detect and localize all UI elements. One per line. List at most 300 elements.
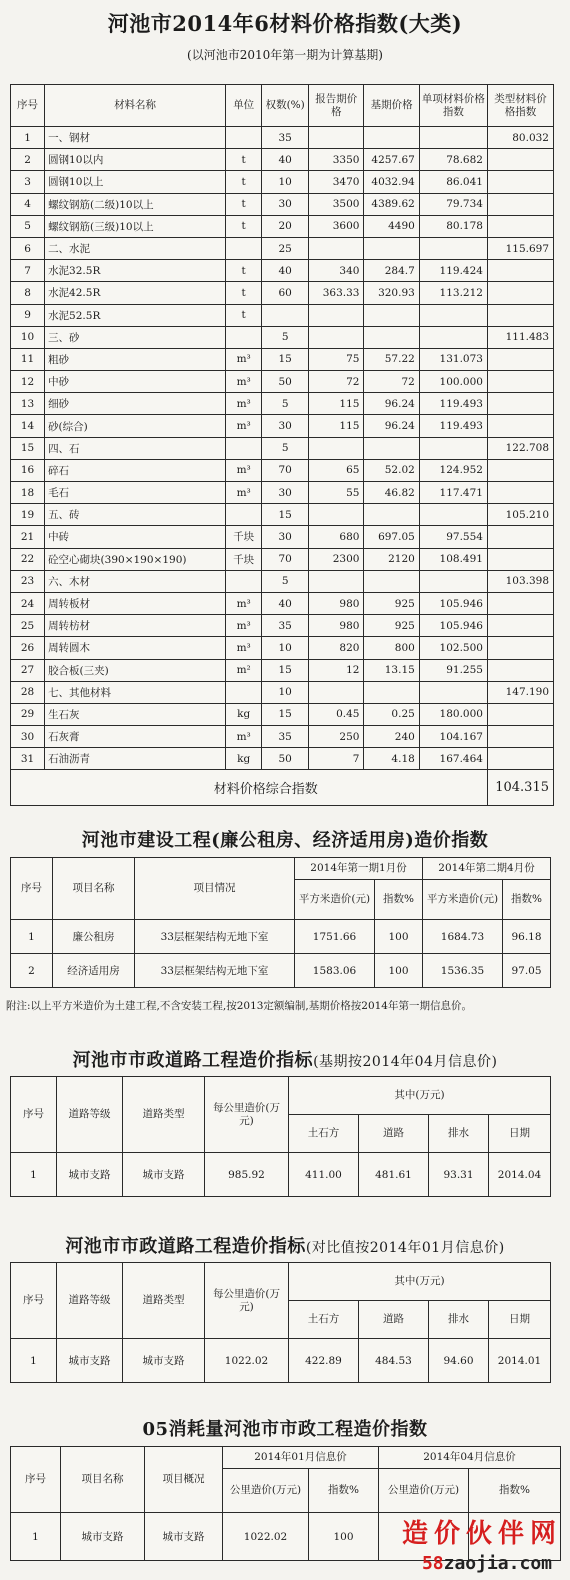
road1-type: 城市支路 bbox=[123, 1153, 205, 1197]
row-item-index bbox=[419, 570, 487, 592]
row-base-price: 4.18 bbox=[364, 748, 419, 770]
row-type-index bbox=[487, 215, 553, 237]
housing-idx-1: 指数% bbox=[375, 880, 423, 920]
row-type-index bbox=[487, 615, 553, 637]
row-weight: 15 bbox=[262, 504, 309, 526]
row-weight: 15 bbox=[262, 348, 309, 370]
table-row bbox=[11, 437, 554, 459]
road1-col-type: 道路类型 bbox=[123, 1077, 205, 1153]
row-type-index bbox=[487, 415, 553, 437]
row-item-index bbox=[419, 681, 487, 703]
row-report-price: 363.33 bbox=[309, 282, 364, 304]
row-unit bbox=[226, 237, 262, 259]
road1-drainage: 93.31 bbox=[429, 1153, 489, 1197]
row-base-price: 4490 bbox=[364, 215, 419, 237]
cons-info: 城市支路 bbox=[145, 1513, 223, 1561]
road2-col-among: 其中(万元) bbox=[289, 1263, 551, 1301]
consumption-index-section bbox=[0, 1415, 570, 1441]
row-no: 10 bbox=[11, 326, 45, 348]
table-row bbox=[11, 482, 554, 504]
table-row bbox=[11, 1153, 551, 1197]
road2-no: 1 bbox=[11, 1339, 57, 1383]
housing-index-section bbox=[0, 826, 570, 852]
row-no: 3 bbox=[11, 171, 45, 193]
row-item-index: 108.491 bbox=[419, 548, 487, 570]
row-item-index: 113.212 bbox=[419, 282, 487, 304]
material-table-header bbox=[11, 85, 554, 127]
row-no: 9 bbox=[11, 304, 45, 326]
road1-col-grade: 道路等级 bbox=[57, 1077, 123, 1153]
row-material-name: 水泥52.5R bbox=[45, 304, 226, 326]
row-weight: 40 bbox=[262, 260, 309, 282]
row-report-price bbox=[309, 437, 364, 459]
row-weight: 70 bbox=[262, 459, 309, 481]
road1-col-no: 序号 bbox=[11, 1077, 57, 1153]
row-item-index bbox=[419, 326, 487, 348]
row-item-index: 79.734 bbox=[419, 193, 487, 215]
housing-name: 经济适用房 bbox=[53, 954, 135, 988]
road2-road: 484.53 bbox=[359, 1339, 429, 1383]
road2-cost: 1022.02 bbox=[205, 1339, 289, 1383]
row-unit: t bbox=[226, 304, 262, 326]
row-item-index: 91.255 bbox=[419, 659, 487, 681]
row-weight: 70 bbox=[262, 548, 309, 570]
row-base-price: 4257.67 bbox=[364, 149, 419, 171]
row-unit: 千块 bbox=[226, 548, 262, 570]
row-unit bbox=[226, 437, 262, 459]
table-row bbox=[11, 215, 554, 237]
road1-col-earthwork: 土石方 bbox=[289, 1115, 359, 1153]
row-report-price: 115 bbox=[309, 415, 364, 437]
row-unit bbox=[226, 681, 262, 703]
housing-idx-2-value: 96.18 bbox=[503, 920, 551, 954]
row-material-name: 中砖 bbox=[45, 526, 226, 548]
row-unit: t bbox=[226, 149, 262, 171]
row-base-price: 96.24 bbox=[364, 393, 419, 415]
row-unit bbox=[226, 504, 262, 526]
table-row bbox=[11, 415, 554, 437]
row-item-index: 97.554 bbox=[419, 526, 487, 548]
cons-idx-2: 指数% bbox=[469, 1469, 561, 1513]
row-report-price: 12 bbox=[309, 659, 364, 681]
row-report-price bbox=[309, 681, 364, 703]
row-weight: 5 bbox=[262, 437, 309, 459]
row-weight: 35 bbox=[262, 615, 309, 637]
row-type-index bbox=[487, 703, 553, 725]
table-row bbox=[11, 526, 554, 548]
composite-index-label: 材料价格综合指数 bbox=[45, 770, 488, 806]
housing-col-no: 序号 bbox=[11, 858, 53, 920]
row-base-price bbox=[364, 304, 419, 326]
row-type-index bbox=[487, 637, 553, 659]
row-type-index: 122.708 bbox=[487, 437, 553, 459]
road2-grade: 城市支路 bbox=[57, 1339, 123, 1383]
row-unit: m³ bbox=[226, 459, 262, 481]
road-index-2014-01-section bbox=[0, 1232, 570, 1258]
table-row bbox=[11, 615, 554, 637]
row-weight: 5 bbox=[262, 570, 309, 592]
row-base-price: 52.02 bbox=[364, 459, 419, 481]
row-item-index: 78.682 bbox=[419, 149, 487, 171]
row-type-index: 115.697 bbox=[487, 237, 553, 259]
row-no: 16 bbox=[11, 459, 45, 481]
road2-col-grade: 道路等级 bbox=[57, 1263, 123, 1339]
row-unit: m³ bbox=[226, 482, 262, 504]
row-weight: 5 bbox=[262, 393, 309, 415]
row-base-price bbox=[364, 570, 419, 592]
table-row bbox=[11, 548, 554, 570]
row-weight: 10 bbox=[262, 637, 309, 659]
row-weight bbox=[262, 304, 309, 326]
row-type-index bbox=[487, 282, 553, 304]
housing-name: 廉公租房 bbox=[53, 920, 135, 954]
row-item-index: 119.493 bbox=[419, 415, 487, 437]
row-unit: t bbox=[226, 282, 262, 304]
row-type-index bbox=[487, 748, 553, 770]
row-material-name: 周转枋材 bbox=[45, 615, 226, 637]
row-material-name: 螺纹钢筋(三级)10以上 bbox=[45, 215, 226, 237]
table-row bbox=[11, 681, 554, 703]
row-unit: m³ bbox=[226, 615, 262, 637]
road1-col-drainage: 排水 bbox=[429, 1115, 489, 1153]
row-weight: 50 bbox=[262, 371, 309, 393]
row-weight: 20 bbox=[262, 215, 309, 237]
row-no: 28 bbox=[11, 681, 45, 703]
table-row bbox=[11, 237, 554, 259]
row-report-price: 7 bbox=[309, 748, 364, 770]
row-no: 22 bbox=[11, 548, 45, 570]
table-row bbox=[11, 260, 554, 282]
table-row bbox=[11, 1339, 551, 1383]
row-type-index bbox=[487, 726, 553, 748]
row-base-price: 925 bbox=[364, 615, 419, 637]
row-no: 30 bbox=[11, 726, 45, 748]
row-base-price: 240 bbox=[364, 726, 419, 748]
row-no: 24 bbox=[11, 592, 45, 614]
row-material-name: 七、其他材料 bbox=[45, 681, 226, 703]
table-row bbox=[11, 659, 554, 681]
housing-period-1: 2014年第一期1月份 bbox=[295, 858, 423, 880]
brand-url-number: 58 bbox=[421, 1553, 444, 1574]
row-unit: m³ bbox=[226, 592, 262, 614]
section3-title bbox=[0, 1046, 570, 1072]
row-base-price: 925 bbox=[364, 592, 419, 614]
row-no: 23 bbox=[11, 570, 45, 592]
material-index-section bbox=[0, 8, 570, 63]
housing-col-info: 项目情况 bbox=[135, 858, 295, 920]
row-weight: 30 bbox=[262, 526, 309, 548]
row-no: 29 bbox=[11, 703, 45, 725]
row-weight: 35 bbox=[262, 726, 309, 748]
row-material-name: 中砂 bbox=[45, 371, 226, 393]
row-base-price: 57.22 bbox=[364, 348, 419, 370]
row-no: 14 bbox=[11, 415, 45, 437]
housing-info: 33层框架结构无地下室 bbox=[135, 920, 295, 954]
row-material-name: 碎石 bbox=[45, 459, 226, 481]
row-weight: 40 bbox=[262, 149, 309, 171]
table-row bbox=[11, 171, 554, 193]
table-row bbox=[11, 637, 554, 659]
table-row bbox=[11, 726, 554, 748]
road2-col-no: 序号 bbox=[11, 1263, 57, 1339]
row-base-price: 0.25 bbox=[364, 703, 419, 725]
row-no: 15 bbox=[11, 437, 45, 459]
row-report-price: 3470 bbox=[309, 171, 364, 193]
row-weight: 30 bbox=[262, 193, 309, 215]
row-item-index: 119.493 bbox=[419, 393, 487, 415]
col-weight: 权数(%) bbox=[262, 85, 309, 127]
row-weight: 15 bbox=[262, 703, 309, 725]
row-material-name: 圆钢10以上 bbox=[45, 171, 226, 193]
row-material-name: 圆钢10以内 bbox=[45, 149, 226, 171]
road1-no: 1 bbox=[11, 1153, 57, 1197]
row-type-index bbox=[487, 193, 553, 215]
table-row bbox=[11, 954, 551, 988]
row-report-price: 2300 bbox=[309, 548, 364, 570]
row-weight: 10 bbox=[262, 171, 309, 193]
row-base-price bbox=[364, 237, 419, 259]
road2-earthwork: 422.89 bbox=[289, 1339, 359, 1383]
row-unit: t bbox=[226, 215, 262, 237]
cons-idx-1: 指数% bbox=[309, 1469, 379, 1513]
row-item-index: 105.946 bbox=[419, 592, 487, 614]
row-item-index bbox=[419, 504, 487, 526]
row-unit bbox=[226, 570, 262, 592]
row-unit: m³ bbox=[226, 726, 262, 748]
section5-title: 05消耗量河池市市政工程造价指数 bbox=[142, 1419, 428, 1440]
housing-col-name: 项目名称 bbox=[53, 858, 135, 920]
row-report-price: 340 bbox=[309, 260, 364, 282]
row-report-price bbox=[309, 127, 364, 149]
row-material-name: 二、水泥 bbox=[45, 237, 226, 259]
table-row bbox=[11, 393, 554, 415]
row-report-price bbox=[309, 304, 364, 326]
row-no: 12 bbox=[11, 371, 45, 393]
table-row bbox=[11, 304, 554, 326]
table-row bbox=[11, 282, 554, 304]
row-unit: m³ bbox=[226, 637, 262, 659]
col-item-index: 单项材料价格指数 bbox=[419, 85, 487, 127]
brand-watermark-logo: 造价伙伴网 bbox=[401, 1519, 562, 1549]
row-report-price bbox=[309, 570, 364, 592]
row-no: 13 bbox=[11, 393, 45, 415]
row-type-index bbox=[487, 548, 553, 570]
row-base-price bbox=[364, 681, 419, 703]
housing-no: 1 bbox=[11, 920, 53, 954]
housing-info: 33层框架结构无地下室 bbox=[135, 954, 295, 988]
row-item-index: 80.178 bbox=[419, 215, 487, 237]
row-weight: 30 bbox=[262, 415, 309, 437]
road2-col-type: 道路类型 bbox=[123, 1263, 205, 1339]
row-weight: 10 bbox=[262, 681, 309, 703]
row-no: 18 bbox=[11, 482, 45, 504]
row-weight: 25 bbox=[262, 237, 309, 259]
row-no: 21 bbox=[11, 526, 45, 548]
table-row bbox=[11, 703, 554, 725]
housing-no: 2 bbox=[11, 954, 53, 988]
row-type-index bbox=[487, 304, 553, 326]
row-report-price bbox=[309, 504, 364, 526]
row-material-name: 毛石 bbox=[45, 482, 226, 504]
table-row bbox=[11, 459, 554, 481]
housing-cost-1-value: 1751.66 bbox=[295, 920, 375, 954]
row-no: 4 bbox=[11, 193, 45, 215]
housing-idx-1-value: 100 bbox=[375, 920, 423, 954]
road-index-2014-04-section bbox=[0, 1046, 570, 1072]
cons-col-name: 项目名称 bbox=[61, 1447, 145, 1513]
row-base-price: 46.82 bbox=[364, 482, 419, 504]
row-base-price: 4389.62 bbox=[364, 193, 419, 215]
table-row bbox=[11, 348, 554, 370]
col-report-price: 报告期价格 bbox=[309, 85, 364, 127]
col-type-index: 类型材料价格指数 bbox=[487, 85, 553, 127]
housing-note: 附注:以上平方米造价为土建工程,不含安装工程,按2013定额编制,基期价格按2014年第一期信息价。 bbox=[6, 1000, 472, 1012]
row-material-name: 生石灰 bbox=[45, 703, 226, 725]
row-material-name: 四、石 bbox=[45, 437, 226, 459]
row-material-name: 胶合板(三夹) bbox=[45, 659, 226, 681]
row-no: 26 bbox=[11, 637, 45, 659]
row-material-name: 三、砂 bbox=[45, 326, 226, 348]
row-unit: t bbox=[226, 171, 262, 193]
row-unit: m² bbox=[226, 659, 262, 681]
road2-col-road: 道路 bbox=[359, 1301, 429, 1339]
row-material-name: 水泥32.5R bbox=[45, 260, 226, 282]
table-row bbox=[11, 748, 554, 770]
row-material-name: 水泥42.5R bbox=[45, 282, 226, 304]
col-unit: 单位 bbox=[226, 85, 262, 127]
row-base-price: 697.05 bbox=[364, 526, 419, 548]
row-item-index: 102.500 bbox=[419, 637, 487, 659]
row-base-price: 13.15 bbox=[364, 659, 419, 681]
row-unit: m³ bbox=[226, 415, 262, 437]
row-report-price: 980 bbox=[309, 615, 364, 637]
row-unit bbox=[226, 326, 262, 348]
housing-cost-1-value: 1583.06 bbox=[295, 954, 375, 988]
row-material-name: 五、砖 bbox=[45, 504, 226, 526]
brand-url-domain: zaojia.com bbox=[443, 1553, 552, 1574]
row-weight: 5 bbox=[262, 326, 309, 348]
composite-index-value: 104.315 bbox=[487, 770, 553, 806]
road2-col-drainage: 排水 bbox=[429, 1301, 489, 1339]
section2-title: 河池市建设工程(廉公租房、经济适用房)造价指数 bbox=[81, 830, 489, 851]
row-type-index: 105.210 bbox=[487, 504, 553, 526]
row-base-price: 72 bbox=[364, 371, 419, 393]
row-material-name: 砂(综合) bbox=[45, 415, 226, 437]
section4-title-main: 河池市市政道路工程造价指标 bbox=[65, 1236, 306, 1257]
row-unit: m³ bbox=[226, 371, 262, 393]
row-base-price bbox=[364, 504, 419, 526]
road2-drainage: 94.60 bbox=[429, 1339, 489, 1383]
row-material-name: 粗砂 bbox=[45, 348, 226, 370]
road1-col-among: 其中(万元) bbox=[289, 1077, 551, 1115]
row-material-name: 石油沥青 bbox=[45, 748, 226, 770]
row-no: 25 bbox=[11, 615, 45, 637]
cons-name: 城市支路 bbox=[61, 1513, 145, 1561]
housing-idx-2: 指数% bbox=[503, 880, 551, 920]
row-unit: t bbox=[226, 260, 262, 282]
road1-earthwork: 411.00 bbox=[289, 1153, 359, 1197]
table-row bbox=[11, 371, 554, 393]
cons-col-no: 序号 bbox=[11, 1447, 61, 1513]
road1-col-date: 日期 bbox=[489, 1115, 551, 1153]
housing-index-table bbox=[10, 857, 551, 988]
row-material-name: 周转圆木 bbox=[45, 637, 226, 659]
road1-grade: 城市支路 bbox=[57, 1153, 123, 1197]
row-item-index: 131.073 bbox=[419, 348, 487, 370]
road1-road: 481.61 bbox=[359, 1153, 429, 1197]
row-type-index: 80.032 bbox=[487, 127, 553, 149]
row-base-price: 4032.94 bbox=[364, 171, 419, 193]
housing-idx-1-value: 100 bbox=[375, 954, 423, 988]
material-index-table bbox=[10, 84, 554, 806]
row-base-price: 284.7 bbox=[364, 260, 419, 282]
table-row bbox=[11, 193, 554, 215]
row-weight: 35 bbox=[262, 127, 309, 149]
table-row bbox=[11, 326, 554, 348]
row-material-name: 螺纹钢筋(二级)10以上 bbox=[45, 193, 226, 215]
table-row bbox=[11, 149, 554, 171]
row-base-price: 2120 bbox=[364, 548, 419, 570]
row-weight: 60 bbox=[262, 282, 309, 304]
row-item-index: 180.000 bbox=[419, 703, 487, 725]
row-item-index: 117.471 bbox=[419, 482, 487, 504]
row-report-price: 55 bbox=[309, 482, 364, 504]
row-type-index bbox=[487, 482, 553, 504]
composite-index-row bbox=[11, 770, 554, 806]
row-unit: t bbox=[226, 193, 262, 215]
row-unit: kg bbox=[226, 703, 262, 725]
road2-col-earthwork: 土石方 bbox=[289, 1301, 359, 1339]
row-type-index bbox=[487, 393, 553, 415]
cons-period-1: 2014年01月信息价 bbox=[223, 1447, 379, 1469]
col-no: 序号 bbox=[11, 85, 45, 127]
road1-col-cost: 每公里造价(万元) bbox=[205, 1077, 289, 1153]
table-row bbox=[11, 592, 554, 614]
table-row bbox=[11, 920, 551, 954]
row-report-price: 3500 bbox=[309, 193, 364, 215]
row-report-price: 115 bbox=[309, 393, 364, 415]
section1-subtitle: (以河池市2010年第一期为计算基期) bbox=[187, 48, 383, 62]
row-type-index bbox=[487, 659, 553, 681]
row-weight: 30 bbox=[262, 482, 309, 504]
row-type-index: 111.483 bbox=[487, 326, 553, 348]
row-report-price: 980 bbox=[309, 592, 364, 614]
row-no: 2 bbox=[11, 149, 45, 171]
row-report-price: 72 bbox=[309, 371, 364, 393]
housing-cost-2-value: 1684.73 bbox=[423, 920, 503, 954]
row-item-index: 119.424 bbox=[419, 260, 487, 282]
row-report-price bbox=[309, 237, 364, 259]
brand-url bbox=[422, 1553, 552, 1574]
row-type-index bbox=[487, 526, 553, 548]
row-report-price: 65 bbox=[309, 459, 364, 481]
row-report-price: 680 bbox=[309, 526, 364, 548]
row-item-index bbox=[419, 437, 487, 459]
housing-header-row-1 bbox=[11, 858, 551, 880]
section1-title: 河池市2014年6材料价格指数(大类) bbox=[107, 11, 463, 36]
row-type-index bbox=[487, 171, 553, 193]
row-no: 6 bbox=[11, 237, 45, 259]
table-row bbox=[11, 504, 554, 526]
cons-cost-1: 公里造价(万元) bbox=[223, 1469, 309, 1513]
row-item-index bbox=[419, 304, 487, 326]
road2-type: 城市支路 bbox=[123, 1339, 205, 1383]
road1-cost: 985.92 bbox=[205, 1153, 289, 1197]
row-unit: m³ bbox=[226, 393, 262, 415]
row-no: 11 bbox=[11, 348, 45, 370]
row-report-price: 75 bbox=[309, 348, 364, 370]
cons-no: 1 bbox=[11, 1513, 61, 1561]
